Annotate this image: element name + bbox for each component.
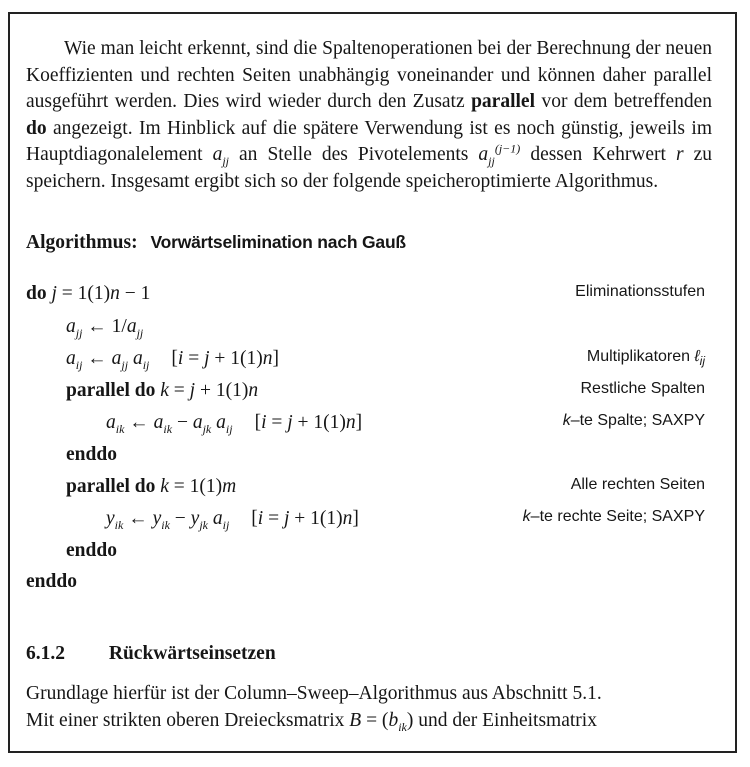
algorithm-keyword: enddo [66,444,117,465]
section-text-1: Grundlage hierfür ist der Column–Sweep–Algorithmus aus Abschnitt 5.1. [26,683,602,704]
algorithm-line [0,380,729,410]
algorithm-code [26,571,77,593]
algorithm-code [66,380,258,402]
algorithm-line [0,444,729,474]
algorithm-code [66,476,236,498]
algorithm-keyword: parallel do [66,476,156,497]
algorithm-keyword: enddo [66,540,117,561]
math-symbol: a [478,144,489,165]
intro-text-3: angezeigt. Im Hinblick auf die spätere Verwendung ist es noch günstig, jeweils im Hauptdiagonalelement [26,117,712,165]
section-text-2a: Mit einer strikten oberen Dreiecksmatrix [26,709,345,731]
section-text-2b: und der Einheitsmatrix [418,709,597,731]
algorithm-comment: k–te Spalte; SAXPY [562,412,705,429]
algorithm-line [0,508,729,538]
math-pivot [478,141,521,168]
algorithm-expression: $a_{jj}$ ← $1/a_{jj}$ [66,316,144,340]
algorithm-comment: Restliche Spalten [580,380,705,397]
intro-paragraph [26,36,712,195]
algorithm-range: [i = j + 1(1)n] [251,508,359,529]
algorithm-line [0,571,729,601]
algorithm-keyword: enddo [26,571,77,592]
keyword-do: do [26,117,47,139]
algorithm-expression: k = j + 1(1)n [160,380,259,401]
algorithm-code [106,508,359,530]
algorithm-label: Algorithmus: [26,232,138,253]
intro-text-6: zu speichern. Insgesamt ergibt sich so der folgende speicheroptimierte Algorithmus. [26,144,713,192]
algorithm-code [106,412,362,434]
algorithm-keyword: do [26,283,47,304]
keyword-parallel: parallel [471,91,535,112]
section-title: Rückwärtseinsetzen [108,643,276,664]
algorithm-line [0,540,729,570]
algorithm-comment: Eliminationsstufen [575,283,705,300]
algorithm-line [0,476,729,506]
intro-text-1: Wie man leicht erkennt, sind die Spaltenoperationen bei der Berechnung der neuen Koeffizienten und rechten Seiten unabhängig voneinander und können daher parallel ausgeführt werden. Dies wird wieder durch den Zusatz [26,38,712,112]
math-r: r [676,144,684,165]
algorithm-code [66,316,143,338]
intro-text-5: dessen Kehrwert [530,144,666,165]
algorithm-expression: j = 1(1)n − 1 [51,283,151,304]
math-subscript: jj [222,153,229,168]
math-matrix-b: B [349,709,362,731]
algorithm-code [66,444,117,466]
algorithm-title [26,232,406,254]
algorithm-line [0,348,729,378]
algorithm-expression: k = 1(1)m [160,476,237,497]
section-paragraph [26,681,712,734]
algorithm-range: [i = j + 1(1)n] [171,348,279,369]
math-subscript: jj [488,153,495,168]
algorithm-code [66,540,117,562]
math-ajj [212,144,229,168]
algorithm-expression: $a_{ik}$ ← $a_{ik} - a_{jk}$ $a_{ij}$ [106,412,233,436]
algorithm-code [66,348,279,370]
algorithm-keyword: parallel do [66,380,156,401]
intro-text-4: an Stelle des Pivotelements [239,144,469,165]
algorithm-range: [i = j + 1(1)n] [254,412,363,433]
algorithm-comment: Alle rechten Seiten [570,476,705,493]
algorithm-expression: $a_{ij}$ ← $a_{jj}$ $a_{ij}$ [66,348,150,372]
section-number: 6.1.2 [26,643,65,664]
algorithm-expression: $y_{ik}$ ← $y_{ik} - y_{jk}$ $a_{ij}$ [106,508,230,532]
math-superscript: (j−1) [494,141,521,156]
section-heading [26,643,276,665]
algorithm-line [0,412,729,442]
algorithm-line [0,283,729,313]
algorithm-comment: Multiplikatoren ℓ$_{ij}$ [586,348,705,369]
section-text-2: Mit einer strikten oberen Dreiecksmatrix $B = (b_{ik})$ und der Einheitsmatrix [26,709,597,734]
algorithm-line [0,316,729,346]
math-bik: $b_{ik}$ [388,709,407,734]
math-symbol: a [212,144,223,165]
algorithm-name: Vorwärtselimination nach Gauß [150,232,406,252]
algorithm-code [26,283,150,305]
algorithm-comment: k–te rechte Seite; SAXPY [522,508,705,525]
intro-text-2: vor dem betreffenden [541,91,713,112]
